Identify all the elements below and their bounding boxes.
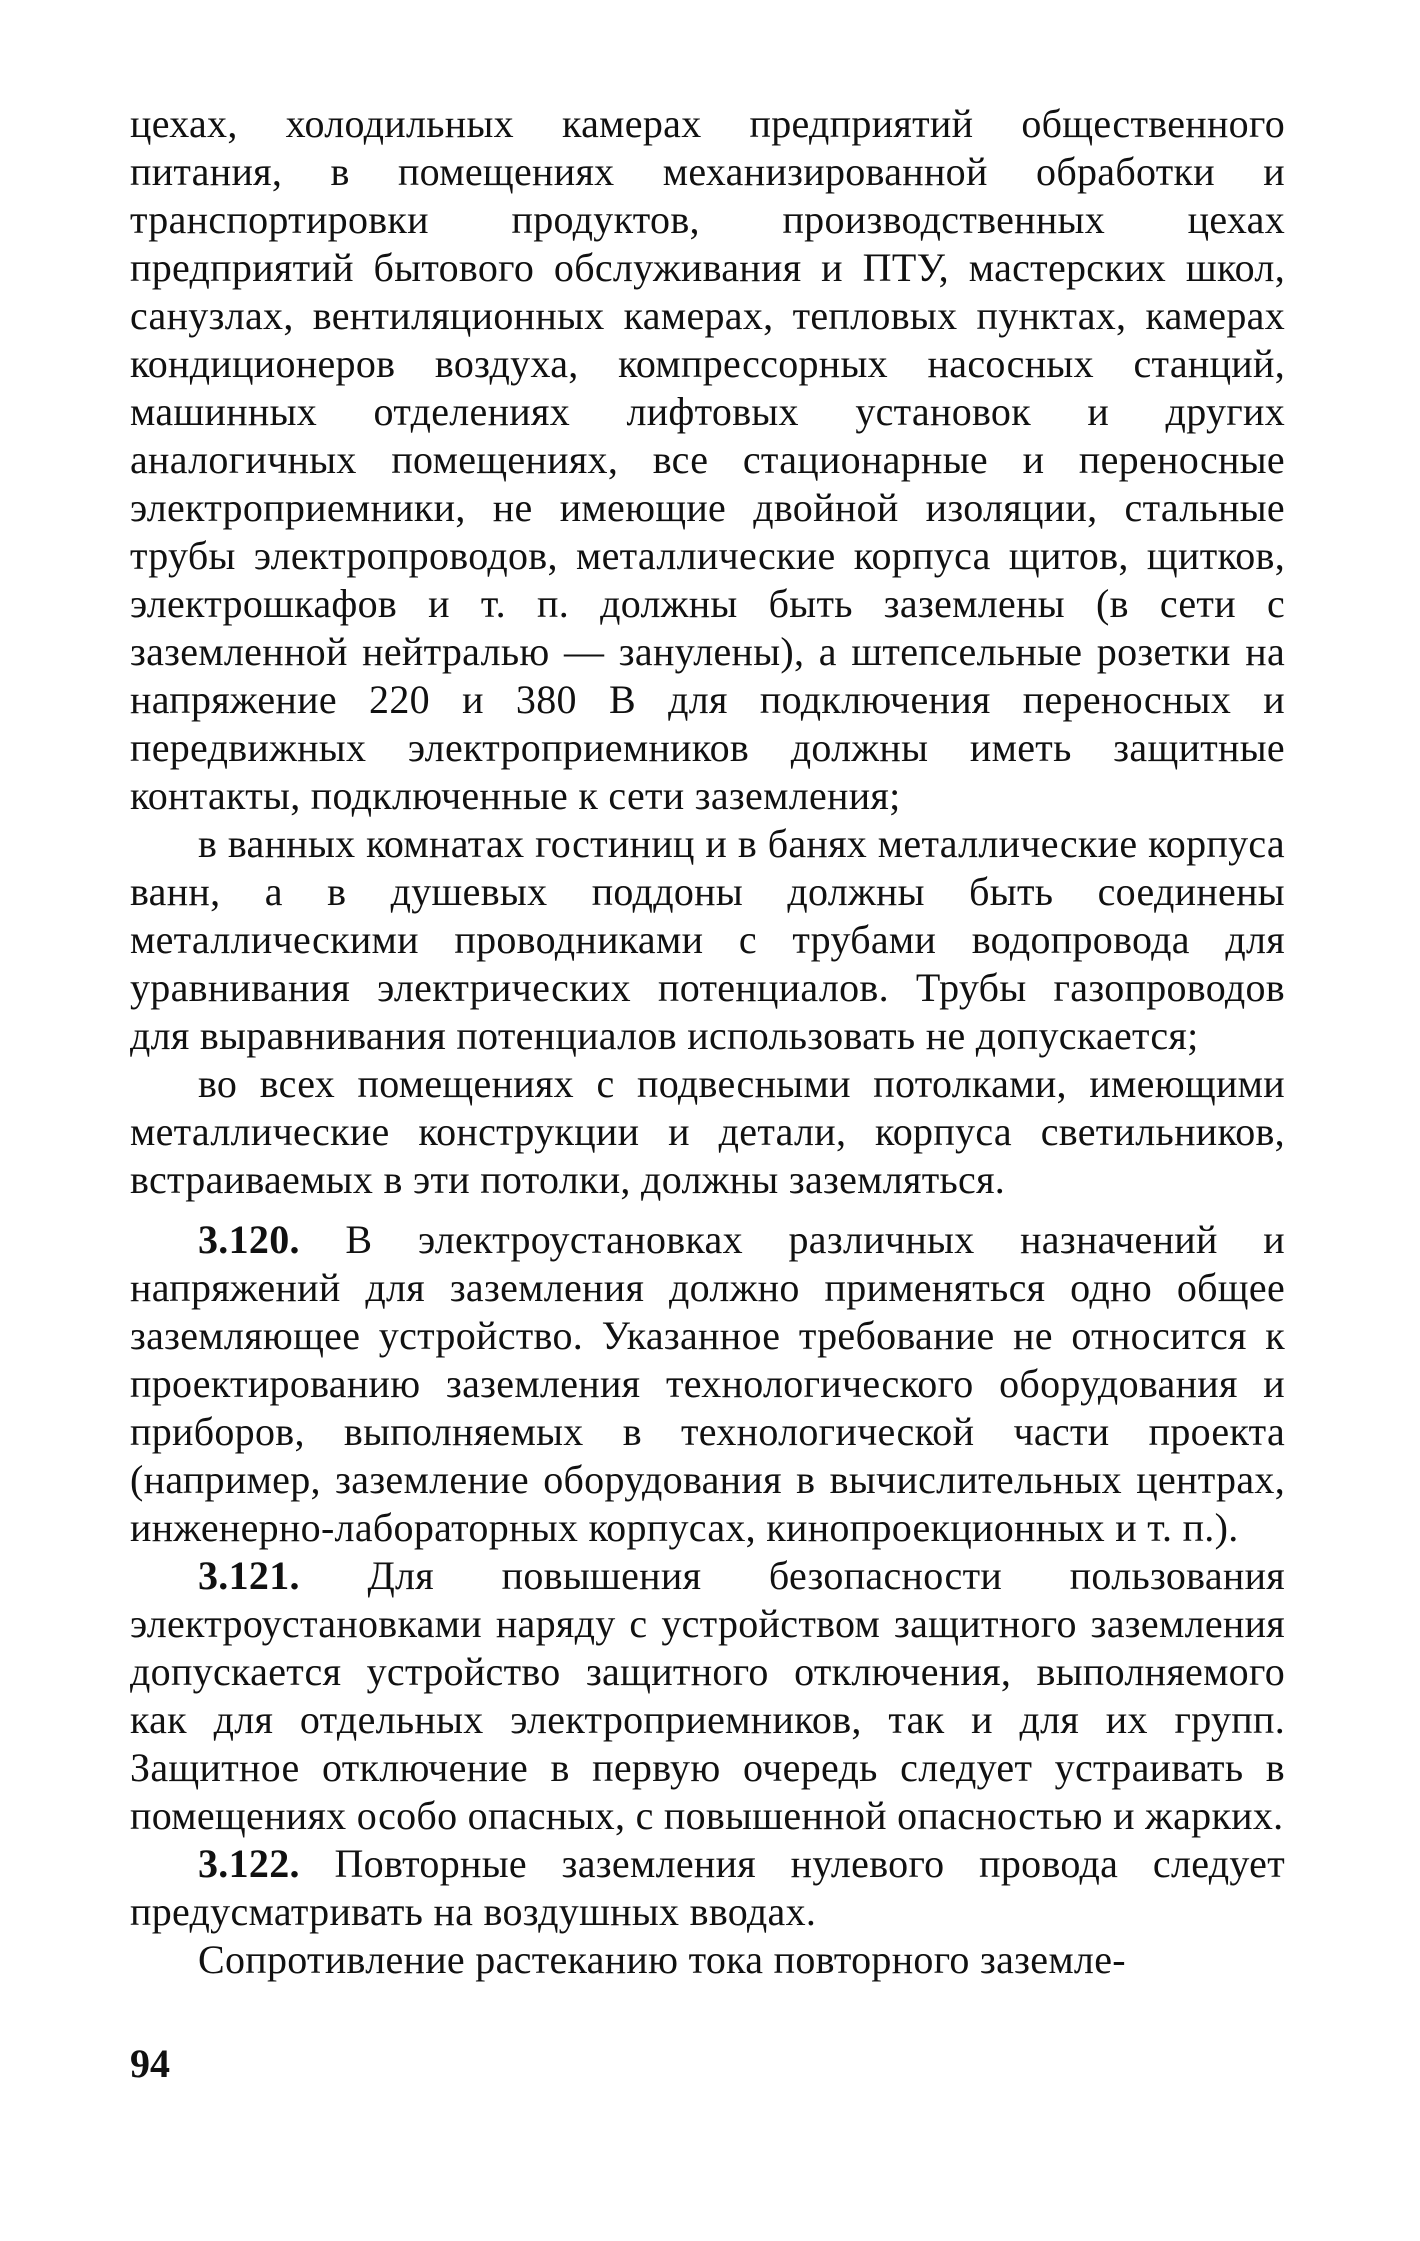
paragraph-text: цехах, холодильных камерах предприятий общественного питания, в помещениях механизированной обработки и транспортировки продуктов, производственных цехах предприятий бытового обслуживания и ПТУ, мастерских школ, санузлах, вентиляционных камерах, тепловых пунктах, камерах кондиционеров воздуха, компрессорных насосных станций, машинных отделениях лифтовых установок и других аналогичных помещениях, все стационарные и переносные электроприемники, не имеющие двойной изоляции, стальные трубы электропроводов, металлические корпуса щитов, щитков, электрошкафов и т. п. должны быть заземлены (в сети с заземленной нейтралью — занулены), а штепсельные розетки на напряжение 220 и 380 В для подключения переносных и передвижных электроприемников должны иметь защитные контакты, подключенные к сети заземления;	[130, 101, 1285, 818]
clause-3-120	[130, 1216, 1285, 1552]
paragraph-continuation	[130, 100, 1285, 820]
clause-number: 3.122.	[198, 1841, 300, 1886]
paragraph-text: во всех помещениях с подвесными потолками, имеющими металлические конструкции и детали, корпуса светильников, встраиваемых в эти потолки, должны заземляться.	[130, 1061, 1285, 1202]
paragraph-resistance	[130, 1936, 1285, 1984]
clause-number: 3.120.	[198, 1217, 300, 1262]
clause-3-122	[130, 1840, 1285, 1936]
paragraph-bathrooms	[130, 820, 1285, 1060]
paragraph-text: Сопротивление растеканию тока повторного заземле-	[198, 1937, 1126, 1982]
paragraph-text: в ванных комнатах гостиниц и в банях металлические корпуса ванн, а в душевых поддоны должны быть соединены металлическими проводниками с трубами водопровода для уравнивания электрических потенциалов. Трубы газопроводов для выравнивания потенциалов использовать не допускается;	[130, 821, 1285, 1058]
clause-3-121	[130, 1552, 1285, 1840]
clause-text: Повторные заземления нулевого провода следует предусматривать на воздушных вводах.	[130, 1841, 1285, 1934]
clause-text: Для повышения безопасности пользования электроустановками наряду с устройством защитного заземления допускается устройство защитного отключения, выполняемого как для отдельных электроприемников, так и для их групп. Защитное отключение в первую очередь следует устраивать в помещениях особо опасных, с повышенной опасностью и жарких.	[130, 1553, 1285, 1838]
document-page	[130, 100, 1285, 1984]
clause-number: 3.121.	[198, 1553, 300, 1598]
clause-text: В электроустановках различных назначений и напряжений для заземления должно применяться одно общее заземляющее устройство. Указанное требование не относится к проектированию заземления технологического оборудования и приборов, выполняемых в технологической части проекта (например, заземление оборудования в вычислительных центрах, инженерно-лабораторных корпусах, кинопроекционных и т. п.).	[130, 1217, 1285, 1550]
paragraph-suspended-ceilings	[130, 1060, 1285, 1204]
page-number: 94	[130, 2041, 170, 2086]
